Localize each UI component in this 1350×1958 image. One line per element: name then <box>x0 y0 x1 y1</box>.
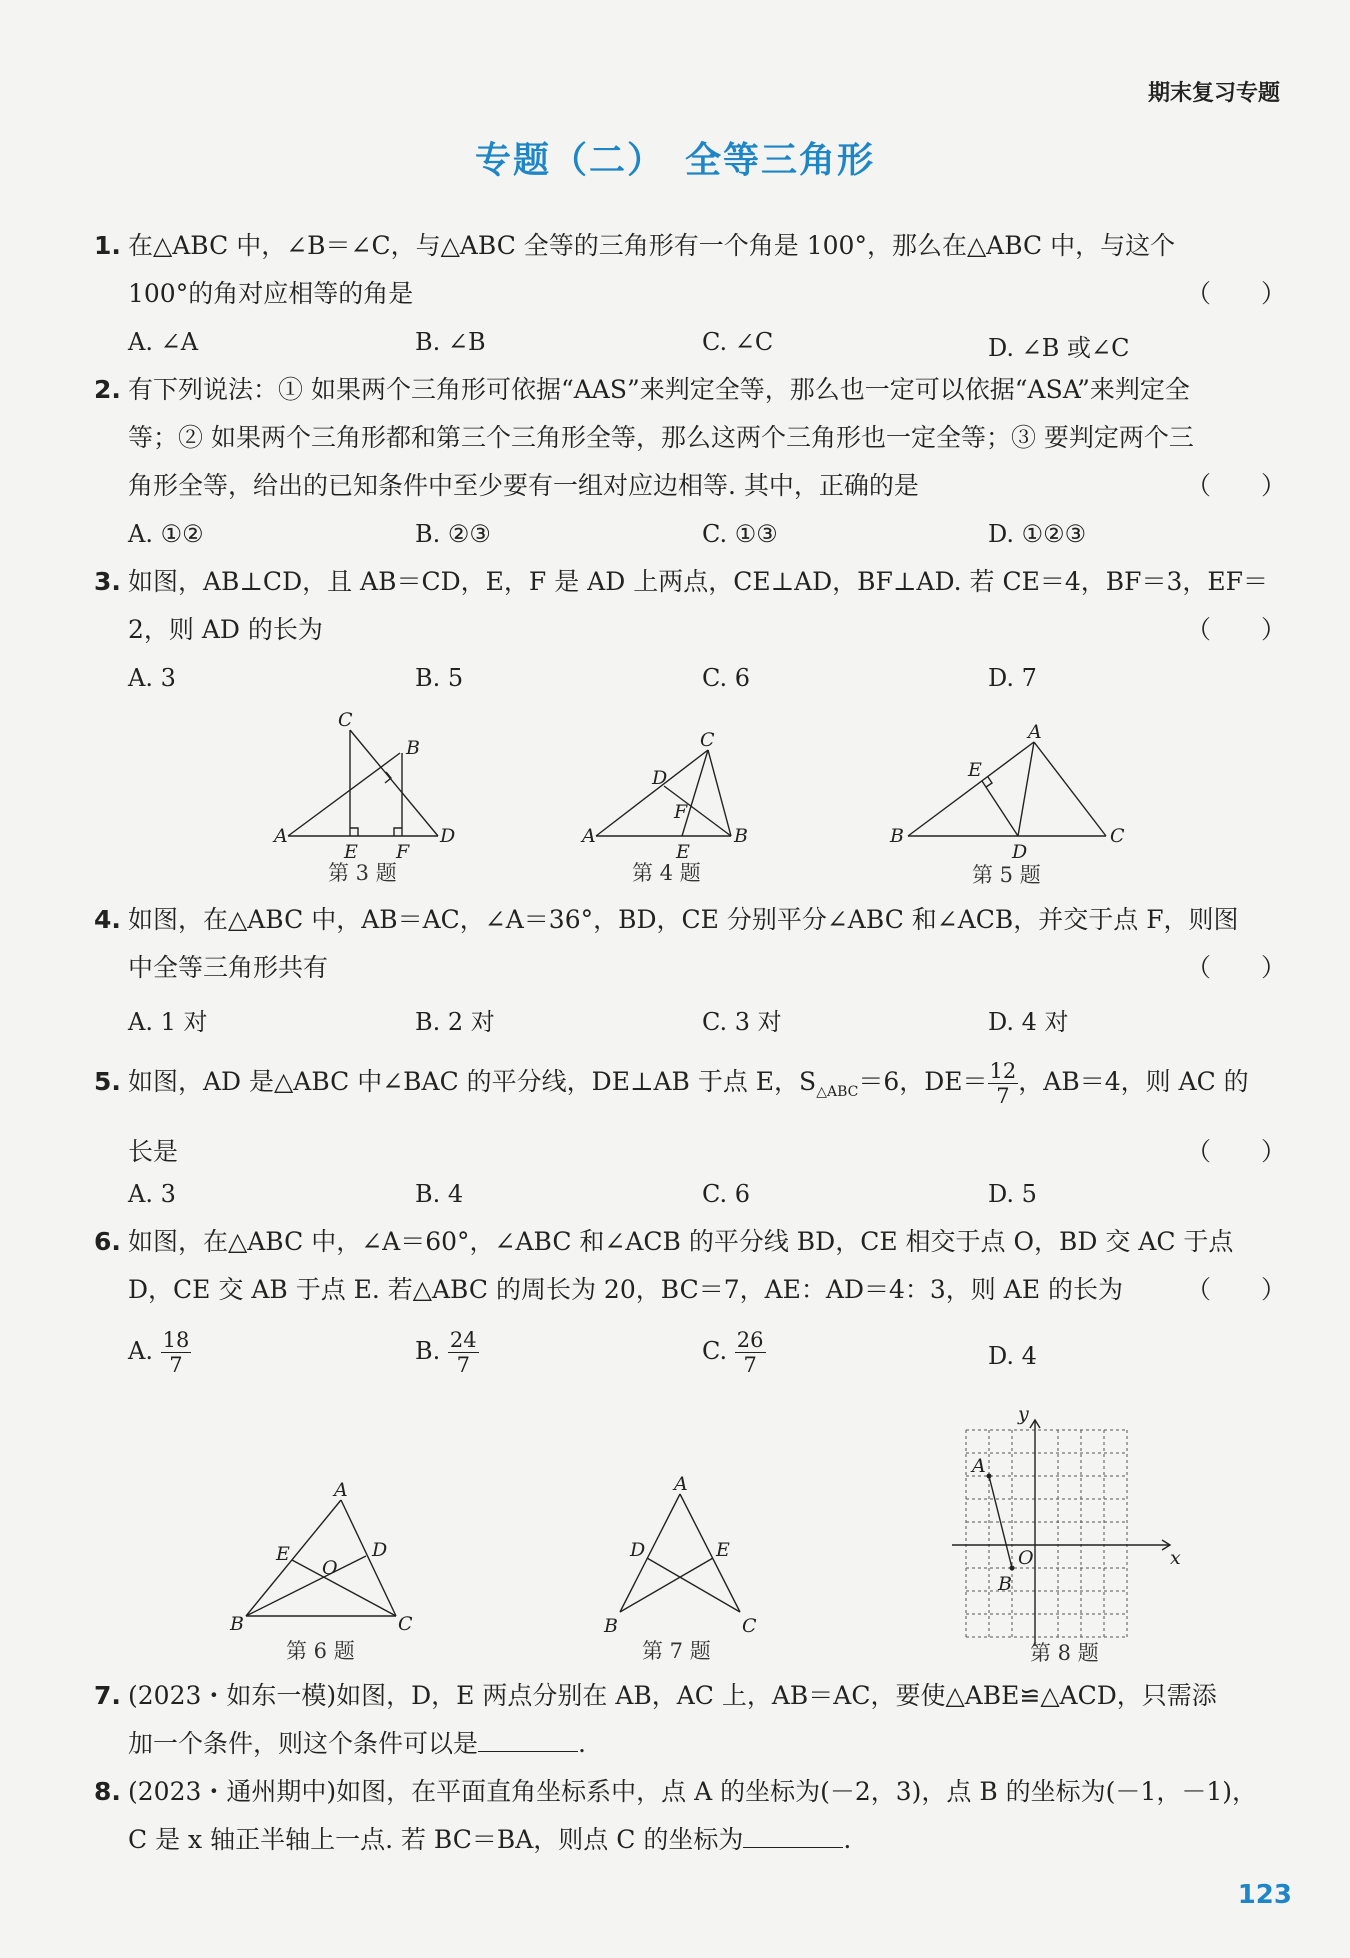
question-number: 3. <box>94 567 121 596</box>
option-b[interactable]: B. 4 <box>415 1180 464 1208</box>
point-label: D <box>630 1539 646 1561</box>
figure-3 <box>270 708 470 892</box>
question-number: 8. <box>94 1777 121 1806</box>
point-label: E <box>716 1539 730 1561</box>
question-text: (2023・通州期中)如图，在平面直角坐标系中，点 A 的坐标为(－2，3)，点 B 的坐标为(－1，－1)， <box>128 1777 1257 1806</box>
option-a[interactable]: A. 3 <box>128 664 176 692</box>
question-text: 加一个条件，则这个条件可以是 <box>128 1729 479 1758</box>
question-text: 如图，在△ABC 中，AB＝AC，∠A＝36°，BD，CE 分别平分∠ABC 和∠ACB，并交于点 F，则图 <box>128 905 1239 934</box>
option-d[interactable]: D. 7 <box>988 664 1037 692</box>
question-text: 角形全等，给出的已知条件中至少要有一组对应边相等. 其中，正确的是 <box>128 471 919 500</box>
fraction: $\frac{24}{7}$ <box>449 1328 477 1377</box>
question-text: ＝6，DE＝ <box>858 1067 988 1096</box>
answer-paren: （ ） <box>1185 615 1286 644</box>
question-1 <box>94 222 1286 318</box>
point-label: E <box>968 759 982 781</box>
subscript: △ABC <box>816 1084 859 1100</box>
point-label: D <box>652 767 668 789</box>
option-d[interactable]: D. ①②③ <box>988 520 1087 548</box>
origin-label: O <box>1018 1547 1034 1569</box>
point-label: E <box>344 841 358 863</box>
figure-caption: 第 4 题 <box>632 861 701 885</box>
option-a[interactable]: A. 3 <box>128 1180 176 1208</box>
figure-5 <box>884 720 1144 894</box>
fraction: $\frac{18}{7}$ <box>162 1328 190 1377</box>
point-label: A <box>582 825 596 847</box>
answer-paren: （ ） <box>1185 1275 1286 1304</box>
point-label: C <box>1110 825 1125 847</box>
figure-caption: 第 3 题 <box>328 861 397 885</box>
answer-blank[interactable] <box>478 1727 578 1752</box>
option-b[interactable]: B. 2 对 <box>415 1008 495 1036</box>
figure-7 <box>600 1470 780 1664</box>
option-b[interactable]: B. ∠B <box>415 328 486 356</box>
axis-label-x: x <box>1170 1547 1181 1569</box>
question-text: 如图，在△ABC 中，∠A＝60°，∠ABC 和∠ACB 的平分线 BD，CE 相交于点 O，BD 交 AC 于点 <box>128 1227 1234 1256</box>
point-label: C <box>700 729 715 751</box>
section-header: 期末复习专题 <box>1147 81 1280 106</box>
fraction: $\frac{26}{7}$ <box>736 1328 764 1377</box>
option-b[interactable]: B. $\frac{24}{7}$ <box>415 1328 477 1377</box>
fraction-numerator: 12 <box>989 1059 1017 1083</box>
question-text: 2，则 AD 的长为 <box>128 615 323 644</box>
question-7: 7. (2023・如东一模)如图，D，E 两点分别在 AB，AC 上，AB＝AC，要使△ABE≌△ACD，只需添 加一个条件，则这个条件可以是 . <box>94 1672 1286 1768</box>
option-c[interactable]: C. $\frac{26}{7}$ <box>702 1328 764 1377</box>
point-label: B <box>406 737 420 759</box>
figure-4 <box>576 728 776 892</box>
question-text: 如图，AB⊥CD，且 AB＝CD，E，F 是 AD 上两点，CE⊥AD，BF⊥AD. 若 CE＝4，BF＝3，EF＝ <box>128 567 1268 596</box>
option-c[interactable]: C. 6 <box>702 1180 751 1208</box>
point-label: D <box>372 1539 388 1561</box>
option-a[interactable]: A. ∠A <box>128 328 199 356</box>
question-number: 7. <box>94 1681 121 1710</box>
question-8: 8. (2023・通州期中)如图，在平面直角坐标系中，点 A 的坐标为(－2，3)，点 B 的坐标为(－1，－1)， C 是 x 轴正半轴上一点. 若 BC＝BA，则点 C 的坐标为 . <box>94 1768 1286 1864</box>
question-text: (2023・如东一模)如图，D，E 两点分别在 AB，AC 上，AB＝AC，要使△ABE≌△ACD，只需添 <box>128 1681 1217 1710</box>
option-b[interactable]: B. 5 <box>415 664 464 692</box>
point-label: A <box>674 1473 688 1495</box>
question-4 <box>94 896 1286 992</box>
axis-label-y: y <box>1018 1403 1029 1425</box>
option-d[interactable]: D. 4 <box>988 1342 1037 1370</box>
question-text: C 是 x 轴正半轴上一点. 若 BC＝BA，则点 C 的坐标为 <box>128 1825 744 1854</box>
option-a[interactable]: A. ①② <box>128 520 204 548</box>
option-d[interactable]: D. 5 <box>988 1180 1037 1208</box>
point-label: O <box>322 1557 338 1579</box>
question-text: 100°的角对应相等的角是 <box>128 279 414 308</box>
question-text: 中全等三角形共有 <box>128 953 329 982</box>
option-a[interactable]: A. 1 对 <box>128 1008 208 1036</box>
point-label: C <box>338 709 353 731</box>
answer-blank[interactable] <box>743 1823 843 1848</box>
fraction-denominator: 7 <box>996 1084 1010 1108</box>
figure-caption: 第 8 题 <box>1030 1641 1099 1665</box>
figure-6 <box>226 1476 426 1670</box>
question-text: D，CE 交 AB 于点 E. 若△ABC 的周长为 20，BC＝7，AE：AD＝4：3，则 AE 的长为 <box>128 1275 1124 1304</box>
answer-paren: （ ） <box>1185 1137 1286 1166</box>
fraction <box>988 1059 1019 1108</box>
question-number: 1. <box>94 231 121 260</box>
point-label: F <box>674 801 688 823</box>
point-label: A <box>972 1455 986 1477</box>
option-c[interactable]: C. 6 <box>702 664 751 692</box>
point-label: B <box>604 1615 618 1637</box>
question-text: 等；② 如果两个三角形都和第三个三角形全等，那么这两个三角形也一定全等；③ 要判定两个三 <box>128 423 1194 452</box>
option-d[interactable]: D. ∠B 或∠C <box>988 334 1130 362</box>
answer-paren: （ ） <box>1185 953 1286 982</box>
figure-caption: 第 5 题 <box>972 863 1041 887</box>
question-text: 有下列说法：① 如果两个三角形可依据“AAS”来判定全等，那么也一定可以依据“ASA”来判定全 <box>128 375 1190 404</box>
point-label: C <box>742 1615 757 1637</box>
figure-caption: 第 7 题 <box>642 1639 711 1663</box>
question-number: 5. <box>94 1067 121 1096</box>
point-label: D <box>1012 841 1028 863</box>
point-label: B <box>230 1613 244 1635</box>
question-number: 6. <box>94 1227 121 1256</box>
question-text: ，AB＝4，则 AC 的 <box>1018 1067 1249 1096</box>
point-label: C <box>398 1613 413 1635</box>
point-label: D <box>440 825 456 847</box>
question-number: 2. <box>94 375 121 404</box>
question-text: 在△ABC 中，∠B＝∠C，与△ABC 全等的三角形有一个角是 100°，那么在△ABC 中，与这个 <box>128 231 1176 260</box>
point-label: A <box>334 1479 348 1501</box>
question-6 <box>94 1218 1286 1314</box>
option-c[interactable]: C. ①③ <box>702 520 778 548</box>
figure-caption: 第 6 题 <box>286 1639 355 1663</box>
option-c[interactable]: C. ∠C <box>702 328 774 356</box>
option-b[interactable]: B. ②③ <box>415 520 491 548</box>
point-label: F <box>396 841 410 863</box>
option-d[interactable]: D. 4 对 <box>988 1008 1069 1036</box>
option-a[interactable]: A. $\frac{18}{7}$ <box>128 1328 190 1377</box>
option-c[interactable]: C. 3 对 <box>702 1008 782 1036</box>
page-number: 123 <box>1237 1880 1292 1910</box>
answer-paren: （ ） <box>1185 471 1286 500</box>
question-2 <box>94 366 1286 510</box>
answer-paren: （ ） <box>1185 279 1286 308</box>
point-label: B <box>890 825 904 847</box>
point-label: E <box>276 1543 290 1565</box>
question-text: 如图，AD 是△ABC 中∠BAC 的平分线，DE⊥AB 于点 E，S <box>128 1067 817 1096</box>
point-label: E <box>676 841 690 863</box>
question-3 <box>94 558 1286 654</box>
question-5 <box>94 1052 1286 1176</box>
question-text: 长是 <box>128 1137 179 1166</box>
figure-8 <box>944 1400 1194 1674</box>
point-label: A <box>1028 721 1042 743</box>
point-label: B <box>734 825 748 847</box>
page-title: 专题（二） 全等三角形 <box>474 140 875 181</box>
point-label: B <box>998 1573 1012 1595</box>
question-number: 4. <box>94 905 121 934</box>
point-label: A <box>274 825 288 847</box>
